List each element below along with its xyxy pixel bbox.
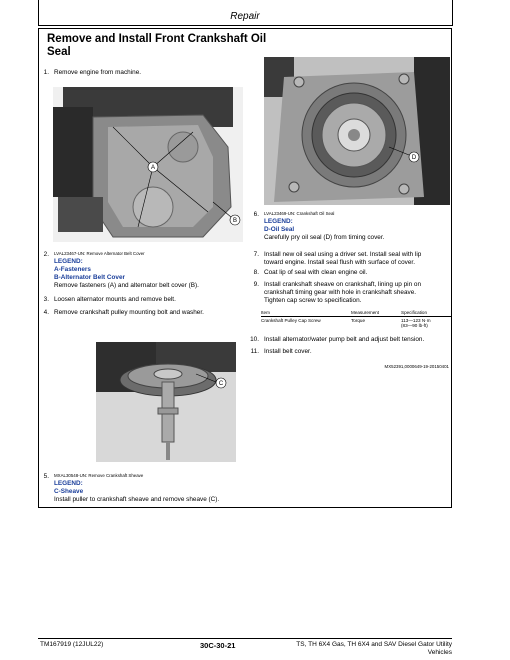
callout-b: B [232, 218, 238, 224]
spec-table [261, 309, 451, 329]
step-number: 6. [253, 211, 259, 218]
spec-table-header-row [261, 309, 451, 317]
step-number: 3. [43, 296, 49, 303]
step-text-line-3: Tighten cap screw to specification. [264, 297, 362, 304]
step-number: 7. [253, 251, 259, 258]
spec-value-line-1: 113—123 N·m [401, 318, 431, 323]
section-title: Remove and Install Front Crankshaft Oil Seal [47, 33, 267, 58]
spec-measurement: Torque [351, 318, 366, 323]
step-text-line-2: crankshaft timing gear with hole in crankshaft sheave. [264, 289, 417, 296]
footer-left: TM167919 (12JUL22) [40, 641, 104, 648]
legend-title: LEGEND: [264, 218, 293, 225]
callout-c: C [218, 381, 224, 387]
spec-header-specification: Specification [401, 309, 451, 317]
step-number: 1. [43, 69, 49, 76]
procedure-box [38, 28, 452, 508]
step-number: 9. [253, 281, 259, 288]
step-text: Install belt cover. [264, 348, 312, 355]
step-text: Remove engine from machine. [54, 69, 142, 76]
step-number: 5. [43, 473, 49, 480]
legend-title: LEGEND: [54, 258, 83, 265]
legend-item-a: A-Fasteners [54, 266, 91, 273]
step-text: Remove crankshaft pulley mounting bolt and washer. [54, 309, 204, 316]
step-number: 8. [253, 269, 259, 276]
step-text-line-1: Install new oil seal using a driver set. Install seal with lip [264, 251, 422, 258]
step-text: Install alternator/water pump belt and adjust belt tension. [264, 336, 425, 343]
footer-page-number: 30C-30-21 [200, 641, 236, 650]
step-number: 11. [250, 348, 259, 355]
table-row [261, 317, 451, 330]
document-id: MX52391,0000649-19-20150401 [384, 364, 449, 369]
figure-caption: MXAL30548-UN: Remove Crankshaft Sheave [54, 473, 144, 478]
figure-caption: LVAL23469-UN: Crankshaft Oil Seal [264, 211, 335, 216]
spec-header-measurement: Measurement [351, 309, 401, 317]
callout-a: A [150, 165, 156, 171]
step-number: 4. [43, 309, 49, 316]
footer-right [272, 641, 452, 657]
step-text: Coat lip of seal with clean engine oil. [264, 269, 368, 276]
step-text-line-2: toward engine. Install seal flush with surface of cover. [264, 259, 415, 266]
puller-photo [96, 342, 236, 462]
spec-value [401, 317, 451, 330]
footer-rule [38, 638, 452, 639]
step-number: 2. [43, 251, 49, 258]
legend-item-c: C-Sheave [54, 488, 84, 495]
figure-caption: LVAL23467-UN: Remove Alternator Belt Cover [54, 251, 145, 256]
callout-d: D [411, 155, 417, 161]
spec-header-item: Item [261, 309, 351, 317]
engine-front-photo [53, 87, 243, 242]
step-number: 10. [250, 336, 259, 343]
step-text: Install puller to crankshaft sheave and remove sheave (C). [54, 496, 220, 503]
step-text: Loosen alternator mounts and remove belt. [54, 296, 176, 303]
legend-title: LEGEND: [54, 480, 83, 487]
legend-item-d: D-Oil Seal [264, 226, 295, 233]
step-text: Remove fasteners (A) and alternator belt cover (B). [54, 282, 199, 289]
spec-item: Crankshaft Pulley Cap Screw [261, 318, 321, 323]
spec-value-line-2: (83—90 lb-ft) [401, 323, 428, 328]
step-text-line-1: Install crankshaft sheave on crankshaft, lining up pin on [264, 281, 422, 288]
footer-right-line-1: TS, TH 6X4 Gas, TH 6X4 and SAV Diesel Gator Utility [296, 641, 452, 648]
header-title: Repair [230, 11, 260, 22]
footer-right-line-2: Vehicles [427, 649, 452, 656]
oil-seal-photo [264, 57, 450, 205]
legend-item-b: B-Alternator Belt Cover [54, 274, 126, 281]
step-text: Carefully pry oil seal (D) from timing cover. [264, 234, 385, 241]
